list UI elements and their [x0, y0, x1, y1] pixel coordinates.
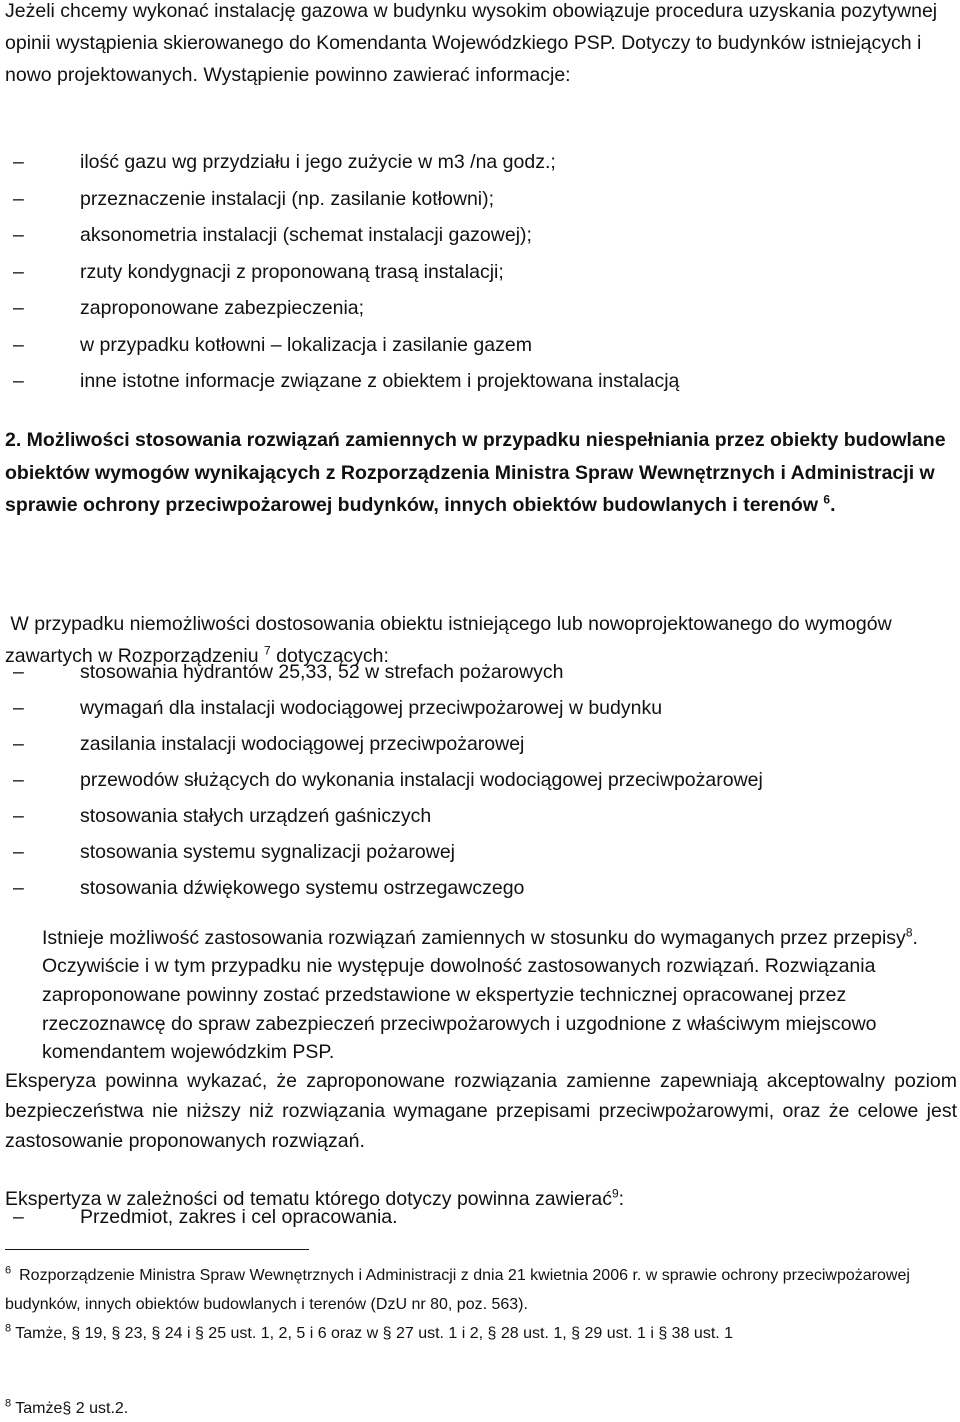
expertise-list [5, 1199, 955, 1236]
list-item: – zaproponowane zabezpieczenia; [5, 290, 955, 327]
dash-bullet: – [13, 733, 24, 755]
dash-bullet: – [13, 877, 24, 899]
footnote-separator [5, 1249, 309, 1250]
footnote-8-continued: $^8$ Tamże§ 2 ust.2. [5, 1397, 129, 1417]
expertise-paragraph: Eksperyza powinna wykazać, że zaproponowane rozwiązania zamienne zapewniają akceptowalny poziom bezpieczeństwa nie niższy niż rozwiązania wymagane przepisami przeciwpożarowymi, oraz że celowe jest zastosowanie proponowanych rozwiązań. [5, 1069, 957, 1152]
list-item: – aksonometria instalacji (schemat instalacji gazowej); [5, 217, 955, 254]
dash-bullet: – [13, 260, 24, 283]
dash-bullet: – [13, 1206, 24, 1228]
dash-bullet: – [13, 661, 24, 683]
footnote-6: $^6$ Rozporządzenie Ministra Spraw Wewnętrznych i Administracji z dnia 21 kwietnia 2006 r. w sprawie ochrony przeciwpożarowej budynków, innych obiektów budowlanych i terenów (DzU nr 80, poz. 563). [5, 1264, 910, 1313]
dash-bullet: – [13, 224, 24, 246]
list-item: – stosowania dźwiękowego systemu ostrzegawczego [5, 870, 955, 906]
dash-bullet: – [13, 370, 24, 392]
list-item: – w przypadku kotłowni – lokalizacja i zasilanie gazem [5, 327, 955, 364]
dash-bullet: – [13, 805, 24, 827]
requirements-list [5, 654, 955, 906]
intro-paragraph: Jeżeli chcemy wykonać instalację gazowa w budynku wysokim obowiązuje procedura uzyskania pozytywnej opinii wystąpienia skierowanego do Komendanta Wojewódzkiego PSP. Dotyczy to budynków istniejących i nowo projektowanych. Wystąpienie powinno zawierać informacje: [5, 0, 938, 86]
dash-bullet: – [13, 697, 24, 719]
list-item: – wymagań dla instalacji wodociągowej przeciwpożarowej w budynku [5, 690, 955, 726]
footnotes [5, 1261, 955, 1348]
footnote-number: 8 [5, 1397, 12, 1410]
list-item: – stosowania systemu sygnalizacji pożarowej [5, 834, 955, 870]
dash-bullet: – [13, 297, 24, 319]
expertise-content-intro: Ekspertyza w zależności od tematu którego dotyczy powinna zawierać$^9$: [5, 1186, 625, 1210]
footnote-number: 6 [5, 1264, 12, 1277]
footnote-8: $^8$ Tamże, § 19, § 23, § 24 i § 25 ust. 1, 2, 5 i 6 oraz w § 27 ust. 1 i 2, § 28 ust. 1, § 29 ust. 1 i § 38 ust. 1 [5, 1322, 734, 1342]
intro-list [5, 144, 955, 400]
list-item: – przeznaczenie instalacji (np. zasilanie kotłowni); [5, 181, 955, 218]
alternative-solutions-paragraph: Istnieje możliwość zastosowania rozwiązań zamiennych w stosunku do wymaganych przez przepisy$^8$. Oczywiście i w tym przypadku nie występuje dowolność zastosowanych rozwiązań. Rozwiązania zaproponowane powinny zostać przedstawione w ekspertyzie technicznej opracowanej przez rzeczoznawcę do spraw zabezpieczeń przeciwpożarowych i uzgodnione z właściwym miejscowo komendantem wojewódzkim PSP. [42, 925, 918, 1064]
dash-bullet: – [13, 333, 24, 356]
footnote-ref: 6 [823, 492, 831, 507]
section-heading: 2. Możliwości stosowania rozwiązań zamiennych w przypadku niespełniania przez obiekty budowlane obiektów wymogów wynikających z Rozporządzenia Ministra Spraw Wewnętrznych i Administracji w sprawie ochrony przeciwpożarowej budynków, innych obiektów budowlanych i terenów $^6$. [5, 429, 946, 516]
dash-bullet: – [13, 769, 24, 791]
dash-bullet: – [13, 187, 24, 210]
list-item: – stosowania hydrantów 25,33, 52 w strefach pożarowych [5, 654, 955, 690]
list-item: – Przedmiot, zakres i cel opracowania. [5, 1199, 955, 1236]
footnote-ref: 8 [905, 925, 913, 939]
list-item: – przewodów służących do wykonania instalacji wodociągowej przeciwpożarowej [5, 762, 955, 798]
list-item: – stosowania stałych urządzeń gaśniczych [5, 798, 955, 834]
dash-bullet: – [13, 151, 24, 173]
list-item: – rzuty kondygnacji z proponowaną trasą instalacji; [5, 254, 955, 291]
footnote-ref: 9 [611, 1186, 619, 1200]
footnote-ref: 7 [264, 643, 271, 657]
list-item: – inne istotne informacje związane z obiektem i projektowana instalacją [5, 363, 955, 400]
list-item: – zasilania instalacji wodociągowej przeciwpożarowej [5, 726, 955, 762]
dash-bullet: – [13, 841, 24, 863]
footnote-number: 8 [5, 1322, 12, 1335]
requirements-paragraph: W przypadku niemożliwości dostosowania obiektu istniejącego lub nowoprojektowanego do wymogów zawartych w Rozporządzeniu $^7$ dotyczących: [5, 612, 892, 667]
list-item: – ilość gazu wg przydziału i jego zużycie w m3 /na godz.; [5, 144, 955, 181]
